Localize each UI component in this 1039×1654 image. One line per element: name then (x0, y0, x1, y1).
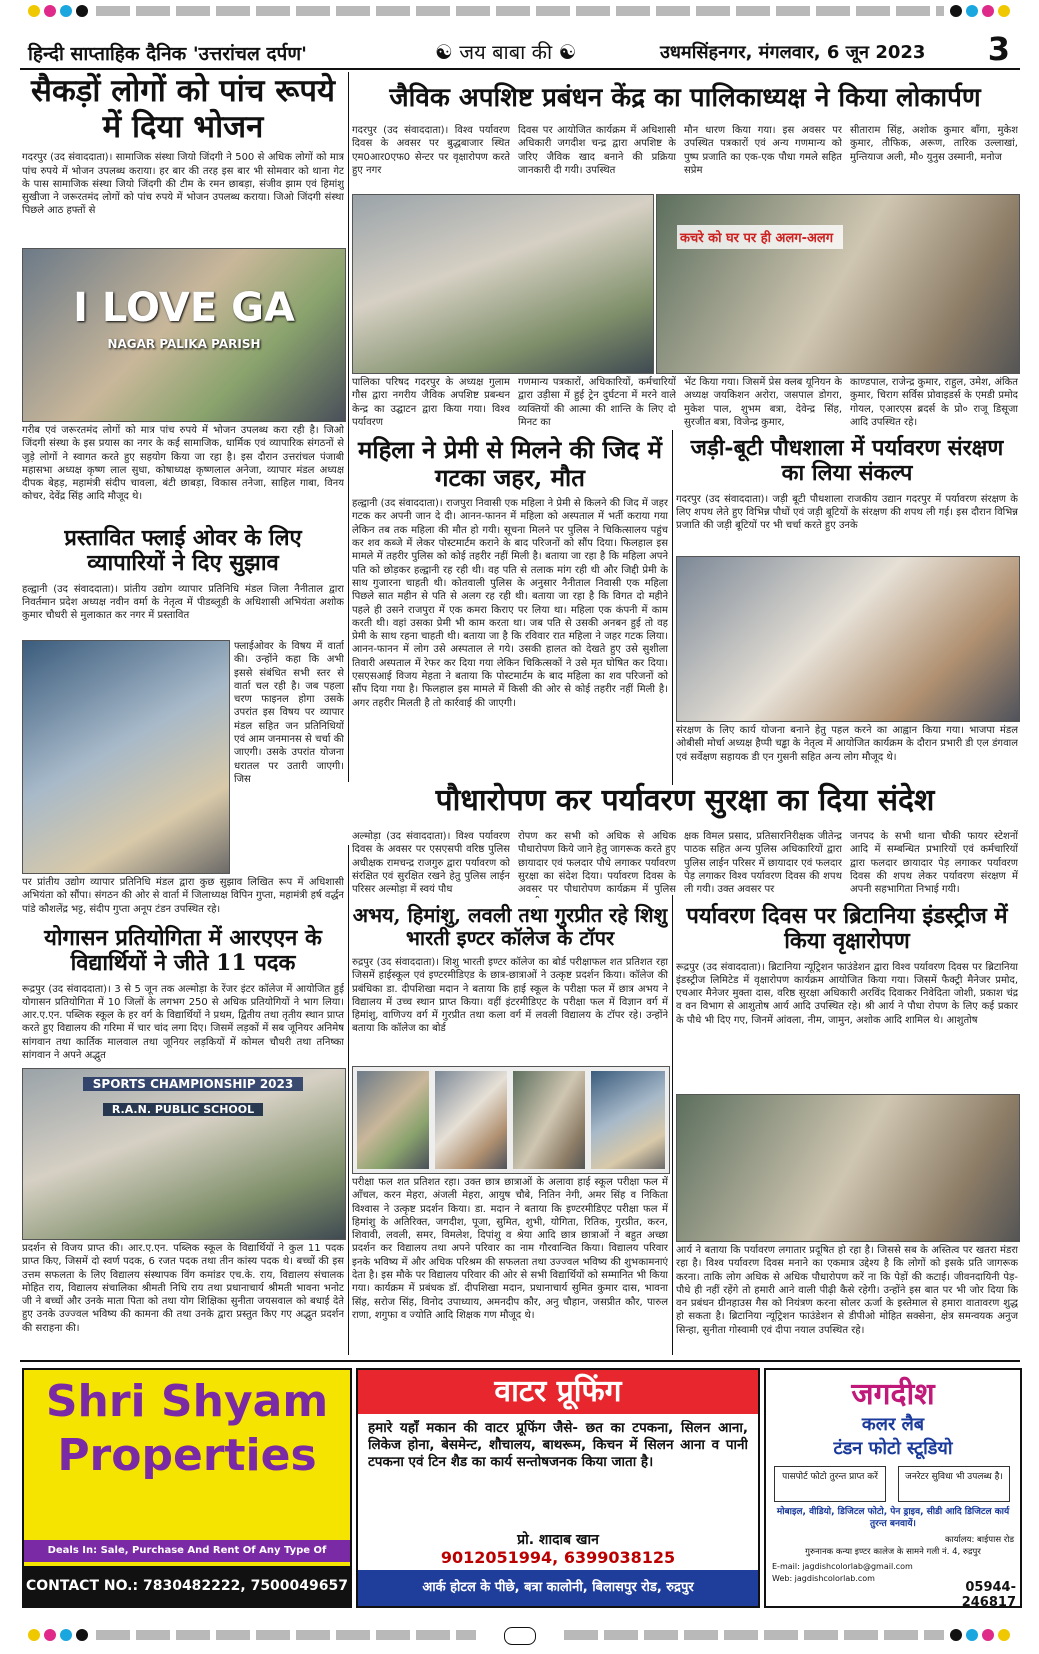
article-waste (352, 84, 1018, 114)
ad-title: वाटर प्रूफिंग (358, 1370, 758, 1414)
student-photo (591, 1071, 665, 1169)
ad-email: E-mail: jagdishcolorlab@gmail.com (772, 1562, 913, 1571)
headline: पौधारोपण कर पर्यावरण सुरक्षा का दिया संदेश (435, 783, 935, 818)
article-herb (676, 436, 1018, 533)
photo-banner-subtext: NAGAR PALIKA PARISH (107, 337, 261, 351)
headline: सैकड़ों लोगों को पांच रूपये में दिया भोजन (31, 73, 335, 145)
headline: जड़ी-बूटी पौधशाला में पर्यावरण संरक्षण का लिया संकल्प (690, 435, 1004, 487)
headline: योगासन प्रतियोगिता में आरएएन के विद्यार्थियों ने जीते 11 पदक (44, 925, 322, 977)
article-body: मौन धारण किया गया। इस अवसर पर उपस्थित पत्रकारों एवं अन्य गणमान्य को पुष्प प्रजाति का एक-एक पौधा गमले सहित सप्रेम (684, 125, 842, 176)
student-photo (435, 1071, 507, 1169)
article-body: रूद्रपुर (उद संवाददाता)। ब्रिटानिया न्यूट्रिशन फाउंडेशन द्वारा विश्व पर्यावरण दिवस पर ब्रिटानिया इंडस्ट्रीज लिमिटेड में वृक्षारोपण कार्यक्रम आयोजित किया गया। जिसमें फैक्ट्री मैनेजर प्रमोद, एचआर मैनेजर मुक्ता दास, वरिष्ठ सुरक्षा अधिकारी अरविंद दिवाकर निवेदिता जोशी, प्रकाश चंद्र व वन विभाग से आशुतोष आर्य आदि उपस्थित रहे। श्री आर्य ने पौधा रोपण के लिए कई प्रकार के पौधे भी दिए गए, जिनमें आंवला, नीम, जामुन, अशोक आदि शामिल थे। आशुतोष (676, 961, 1018, 1026)
photo-banner-text: I LOVE GA (73, 285, 295, 331)
headline: महिला ने प्रेमी से मिलने की जिद में गटका जहर, मौत (358, 435, 662, 492)
photo-sign-text: कचरे को घर पर ही अलग-अलग (677, 225, 843, 249)
ad-contact: CONTACT NO.: 7830482222, 7500049657 (24, 1566, 350, 1606)
headline: अभय, हिमांशु, लवली तथा गुरप्रीत रहे शिशु भारती इण्टर कॉलेज के टॉपर (352, 903, 668, 950)
top-gray-strip (96, 6, 944, 16)
article-body: भेंट किया गया। जिसमें प्रेस क्लब यूनियन के अध्यक्ष जयकिशन अरोरा, जसपाल डोगरा, मुकेश पाल, शुभम बत्रा, देवेन्द्र सिंह, सुरजीत बत्रा, विजेन्द्र कुमार, (684, 377, 842, 428)
ad-web: Web: jagdishcolorlab.com (772, 1574, 875, 1583)
article-body: हल्द्वानी (उद संवाददाता)। प्रांतीय उद्योग व्यापार प्रतिनिधि मंडल जिला नैनीताल द्वारा निवर्तमान प्रदेश अध्यक्ष नवीन वर्मा के नेतृत्व में पीडब्लूडी के अधिशासी अभियंता अशोक कुमार चौधरी से मुलाकात कर नगर में प्रस्तावित (22, 583, 344, 622)
ad-deals: Deals In: Sale, Purchase And Rent Of Any Type Of (24, 1540, 350, 1562)
article-photo (656, 194, 1020, 374)
bottom-gray-strip (96, 1630, 476, 1640)
article-food (22, 74, 344, 235)
ad-office: कार्यालय: बाईपास रोड (944, 1535, 1014, 1545)
ad-title: जगदीश (851, 1377, 935, 1412)
photo-banner-text: SPORTS CHAMPIONSHIP 2023 (83, 1077, 303, 1091)
article-body: क्षक विमल प्रसाद, प्रतिसारनिरीक्षक जीतेन्द्र पाठक सहित अन्य पुलिस अधिकारियों द्वारा पुलिस लाईन परिसर में छायादार एवं फलदार पेड़ लगाकर विश्व पर्यावरण दिवस की शपथ ली गयी। उक्त अवसर पर (684, 831, 842, 896)
masthead-slogan: जय बाबा की (459, 40, 553, 64)
article-body: जनपद के सभी थाना चौकी फायर स्टेशनों आदि में सम्बन्धित प्रभारियों एवं कर्मचारियों द्वारा फलदार छायादार पेड़ लगाकर पर्यावरण दिवस की शपथ लेकर पर्यावरण संरक्षण में अपनी सहभागिता निभाई गयी। (850, 831, 1018, 896)
article-yoga (22, 926, 344, 1063)
top-left-dots (28, 5, 88, 17)
headline: जैविक अपशिष्ट प्रबंधन केंद्र का पालिकाध्यक्ष ने किया लोकार्पण (389, 83, 981, 113)
photo-caption: आर्य ने बताया कि पर्यावरण लगातार प्रदूषित हो रहा है। जिससे सब के अस्तित्व पर खतरा मंडरा रहा है। विश्व पर्यावरण दिवस मनाने का एकमात्र उद्देश्य है कि लोगों को इसके प्रति जागरूक करना। ताकि लोग अधिक से अधिक पौधारोपण करें ना कि पेड़ों की कटाई। जीवनदायिनी पेड़-पौधे ही नहीं रहेंगे तो हमारी आने वाली पीढ़ी कैसे रहेगी। उन्होंने इस बात पर भी जोर दिया कि वन प्रबंधन ग्रीनहाउस गैस को नियंत्रण करना सोलर ऊर्जा के इस्तेमाल से हमारा वातावरण शुद्ध हो सकता है। ब्रिटानिया न्यूट्रिशन फाउंडेशन से डीपीओ मोहित सक्सेना, क्षेत्र समन्वयक अनुज सिन्हा, सुनीता गोस्वामी एवं दीपा नयाल उपस्थित रहे। (676, 1245, 1018, 1336)
column-rule (672, 430, 673, 785)
ad-waterproofing (356, 1368, 760, 1608)
ads-rule (20, 1360, 1020, 1362)
lamp-icon: ☯ (435, 40, 453, 64)
photo-caption: परीक्षा फल शत प्रतिशत रहा। उक्त छात्र छात्राओं के अलावा हाई स्कूल परीक्षा फल में आँचल, करन मेहरा, अंजली मेहरा, आयुष चौबे, नितिन नेगी, अमर सिंह व निकिता विश्वास ने उत्कृष्ट प्रदर्शन किया। डा. मदान ने बताया कि इण्टरमीडिएट परीक्षा फल में हिमांशु के अतिरिक्त, जगदीश, पूजा, सुमित, शुभी, योगिता, रितिक, गुरप्रीत, करन, शिवावी, लवली, समर, विमलेश, दिपांशु व श्रेया आदि छात्र छात्राओं ने बहुत अच्छा प्रदर्शन कर विद्यालय तथा अपने परिवार का नाम गौरवान्वित किया। विद्यालय परिवार इनके भविष्य में और अधिक परिश्रम की सफलता तथा उज्ज्वल भविष्य की शुभकामनाएं देता है। इस मौके पर विद्यालय परिवार की ओर से सभी विद्यार्थियों को सम्मानित भी किया गया। कार्यक्रम में प्रबंधक डॉ. दीपशिखा मदान, प्रधानाचार्य सुमित कुमार दास, भावना सिंह, सरोज सिंह, विनोद उपाध्याय, अमनदीप कौर, अनु चौहान, जसप्रीत कौर, पारुल राणा, शगुफा व ज्योति आदि शिक्षक गण मौजूद थे। (352, 1177, 668, 1321)
article-britannia (676, 904, 1018, 1069)
article-photo (676, 556, 1020, 722)
column-rule (348, 72, 349, 782)
article-photo (22, 248, 346, 422)
photo-caption: संरक्षण के लिए कार्य योजना बनाने हेतु पहल करने का आह्वान किया गया। भाजपा मंडल ओबीसी मोर्चा अध्यक्ष हैप्पी चड्ढा के नेतृत्व में आयोजित कार्यक्रम के दौरान प्रभारी डी एल डंगवाल एवं सर्वेक्षण सहायक डी एन गुसनी सहित अन्य लोग मौजूद थे। (676, 725, 1018, 763)
ad-proprietor: प्रो. शादाब खान (517, 1532, 599, 1548)
ad-body: हमारे यहाँ मकान की वाटर प्रूफिंग जैसे- छत का टपकना, सिलन आना, लिकेज होना, बेसमेन्ट, शौचालय, बाथरूम, किचन में सिलन आना व पानी टपकना एवं टिन शैड का कार्य सन्तोषजनक किया जाता है। (368, 1420, 748, 1470)
photo-caption: पर प्रांतीय उद्योग व्यापार प्रतिनिधि मंडल द्वारा कुछ सुझाव लिखित रूप में अधिशासी अभियंता को सौंपा। संगठन की ओर से वार्ता में जिलाध्यक्ष विपिन गुप्ता, महामंत्री हर्ष वर्द्धन पांडे कौशलेंद्र भट्ट, संदीप गुप्ता अनूप टंडन उपस्थित रहे। (22, 877, 344, 915)
ad-sub2: टंडन फोटो स्टूडियो (833, 1438, 953, 1459)
ad-sub1: कलर लैब (861, 1414, 925, 1435)
masthead-date: उधमसिंहनगर, मंगलवार, 6 जून 2023 (660, 42, 926, 63)
column-rule (348, 845, 349, 1355)
article-photo (676, 1094, 1020, 1242)
student-photo (357, 1071, 429, 1169)
ad-phone: 05944-246817 (961, 1580, 1016, 1608)
article-body: सीताराम सिंह, अशोक कुमार बाँगा, मुकेश कुमार, तौफिक, अरूण, तारिक उल्लाखां, मुन्तियाज अली, मौ० युनुस उस्मानी, मनोज (850, 125, 1018, 163)
photo-school-text: R.A.N. PUBLIC SCHOOL (103, 1103, 263, 1116)
lamp-icon: ☯ (558, 40, 577, 64)
student-photo (513, 1071, 585, 1169)
ad-address: आर्क होटल के पीछे, बत्रा कालोनी, बिलासपुर रोड, रुद्रपुर (358, 1570, 758, 1606)
ad-addr: गुरुनानक कन्या इण्टर कालेज के सामने गली नं. 4, रुद्रपुर (805, 1547, 981, 1557)
ad-phone: 9012051994, 6399038125 (440, 1548, 676, 1567)
ad-jagdish (764, 1368, 1022, 1608)
article-body: गदरपुर (उद संवाददाता)। जड़ी बूटी पौधशाला राजकीय उद्यान गदरपुर में पर्यावरण संरक्षण के लिए शपथ लेते हुए विभिन्न पौधों एवं जड़ी बूटियों के संरक्षण की शपथ ली गई। इस दौरान विभिन्न प्रजाति की जड़ी बूटियों पर भी चर्चा करते हुए उनके (676, 493, 1018, 532)
article-body: रूद्रपुर (उद संवाददाता)। 3 से 5 जून तक अल्मोड़ा के रेंजर इंटर कॉलेज में आयोजित हुई योगासन प्रतियोगिता में 10 जिलों के लगभग 250 से अधिक प्रतियोगियों ने भाग लिया। आर.ए.एन. पब्लिक स्कूल के हर वर्ग के विद्यार्थियों ने प्रथम, द्वितीय तथा तृतीय स्थान प्राप्त करते हुए विद्यालय की गरिमा में चार चांद लगा दिए। जिसमें लड़कों में सब जूनियर अनिमेष सांगवान तथा कार्तिक मालवाल तथा जूनियर लड़कियों में कोमल चौधरी तथा तनिष्का सांगवान ने अपने अद्भुत (22, 983, 344, 1062)
headline: प्रस्तावित फ्लाई ओवर के लिए व्यापारियों ने दिए सुझाव (64, 525, 302, 577)
top-right-dots (950, 5, 1010, 17)
masthead-center (435, 38, 577, 65)
article-body: फ्लाईओवर के विषय में वार्ता की। उन्होंने कहा कि अभी इससे संबंधित सभी स्तर से वार्ता चल रही है। जब पहला चरण फाइनल होगा उसके उपरांत इस विषय पर व्यापार मंडल सहित जन प्रतिनिधियों एवं आम जनमानस से चर्चा की जाएगी। उसके उपरांत योजना धरातल पर उतारी जाएगी। जिस (234, 641, 344, 785)
article-body: काण्डपाल, राजेन्द्र कुमार, राहुल, उमेश, अंकित कुमार, चिराग सर्विस प्रोवाइडर्स के एमडी प्रमोद गोयल, एआरएस ब्रदर्स के प्रो० राजू डिसूजा आदि उपस्थित रहे। (850, 377, 1018, 428)
photo-caption: प्रदर्शन से विजय प्राप्त की। आर.ए.एन. पब्लिक स्कूल के विद्यार्थियों ने कुल 11 पदक प्राप्त किए, जिसमें दो स्वर्ण पदक, 6 रजत पदक तथा तीन कांस्य पदक थे। बच्चों की इस उत्तम सफलता के लिए विद्यालय संस्थापक विंग कमांडर एच.के. राय, विद्यालय संचालक मोहित राय, विद्यालय संचालिका श्रीमती निधि राय तथा प्रधानाचार्य श्रीमती भावना भनोट जी ने बच्चों और उनके माता पिता को तथा योग शिक्षिका सुनीता जयसवाल को बधाई देते हुए उनके उज्ज्वल भविष्य की कामना की तथा उनके द्वारा प्रस्तुत किए गए अद्भुत प्रदर्शन की सराहना की। (22, 1243, 344, 1334)
article-body: रोपण कर सभी को अधिक से अधिक पौधारोपण किये जाने हेतु जागरूक करते हुए छायादार एवं फलदार पौधे लगाकर पर्यावरण सुरक्षा का संदेश दिया। पर्यावरण दिवस के अवसर पर पौधारोपण कार्यक्रम में पुलिस (518, 831, 676, 896)
article-plantation (352, 784, 1018, 819)
ad-title-line1: Shri Shyam (45, 1376, 329, 1427)
headline: पर्यावरण दिवस पर ब्रिटानिया इंडस्ट्रीज में किया वृक्षारोपण (686, 903, 1008, 955)
article-woman (352, 436, 668, 765)
article-photo (352, 194, 654, 374)
bottom-left-dots (28, 1629, 88, 1641)
article-body: गणमान्य पत्रकारों, अधिकारियों, कर्मचारियों द्वारा उड़ीसा में हुई ट्रेन दुर्घटना में मरने वाले व्यक्तियों की आत्मा की शान्ति के लिए दो मिनट का (518, 377, 676, 428)
article-body: हल्द्वानी (उद संवाददाता)। राजपुरा निवासी एक महिला ने प्रेमी से किलने की जिद में जहर गटक कर अपनी जान दे दी। आनन-फानन में महिला को अस्पताल में भर्ती कराया गया लेकिन तब तक महिला की मौत हो गयी। सूचना मिलने पर पुलिस ने चिकित्सालय पहुंच कर शव कब्जे में लेकर पोस्टमार्टम कराने के बाद परिजनों को सौंप दिया। फिलहाल इस मामले में तहरीर पुलिस को कोई तहरीर नहीं मिली है। बताया जा रहा है कि महिला अपने पति को छोड़कर हल्द्वानी रह रही थी। वह पति से तलाक मांग रही थी और जिद्दी प्रेमी के साथ गुजारना चाहती थी। कोतवाली पुलिस के अनुसार नैनीताल निवासी एक महिला पिछले सात महीन से पति से अलग रह रही थी। बताया जा रहा है कि विगत दो महीने पहले ही उसने राजपुरा में एक कमरा किराए पर लिया था। महिला एक कंपनी में काम करती थी। वहां उसका प्रेमी भी काम करता था। जब पति से उसकी अनबन हुई तो वह प्रेमी के साथ रहना चाहती थी। बताया जा है कि रविवार रात महिला ने जहर गटक लिया। आनन-फानन में लोग उसे अस्पताल ले गये। उसकी हालत को देखते हुए उसे सुशीला तिवारी अस्पताल में रेफर कर दिया गया लेकिन चिकित्सकों ने उसे मृत घोषित कर दिया। एसएसआई विजय मेहता ने बताया कि पोस्टमार्टम के बाद महिला का शव परिजनों को सौंप दिया गया है। फिलहाल इस मामले में किसी की ओर से कोई तहरीर नहीं मिली है। अगर तहरीर मिलती है तो कार्रवाई की जाएगी। (352, 498, 668, 709)
bottom-right-dots (950, 1629, 1010, 1641)
page-number: 3 (987, 30, 1010, 68)
ad-services: मोबाइल, वीडियो, डिजिटल फोटो, पेन ड्राइव, सीडी आदि डिजिटल कार्य तुरन्त बनवायें। (776, 1507, 1010, 1529)
column-rule (672, 895, 673, 1355)
ad-title-line2: Properties (57, 1430, 317, 1481)
article-body: अल्मोड़ा (उद संवाददाता)। विश्व पर्यावरण दिवस के अवसर पर एसएसपी वरिष्ठ पुलिस अधीक्षक रामचन्द्र राजगुरु द्वारा पर्यावरण को संरक्षित एवं सुरक्षित रखने हेतु पुलिस लाईन परिसर अल्मोड़ा में स्वयं पौध (352, 831, 510, 896)
student-photos (352, 1066, 670, 1174)
article-body: दिवस पर आयोजित कार्यक्रम में अधिशासी अधिकारी जगदीश चन्द्र द्वारा अपशिष्ट के जरिए जैविक खाद बनाने की प्रक्रिया जानकारी दी गयी। उपस्थित (518, 125, 676, 176)
bottom-gray-strip (564, 1630, 944, 1640)
ad-shri-shyam (22, 1368, 352, 1608)
article-photo (22, 640, 230, 874)
photo-caption: गरीब एवं जरूरतमंद लोगों को मात्र पांच रुपये में भोजन उपलब्ध करा रही है। जिओ जिंदगी संस्था के इस प्रयास का नगर के कई सामाजिक, धार्मिक एवं व्यापारिक संगठनों से जुड़े लोगों ने स्वागत करते हुए सहयोग किया जा रहा है। इस दौरान उत्तरांचल पंजाबी महासभा अध्यक्ष कृष्ण लाल सुधा, कोषाध्यक्ष कृष्णलाल अनेजा, व्यापार मंडल अध्यक्ष दीपक बेहड़, महामंत्री संदीप चावला, बंटी छाबड़ा, विकास तनेजा, साहिल गाबा, विनय कोचर, देवेंद्र सिंह आदि मौजूद थे। (22, 425, 344, 503)
article-body: रुद्रपुर (उद संवाददाता)। शिशु भारती इण्टर कॉलेज का बोर्ड परीक्षाफल शत प्रतिशत रहा जिसमें हाईस्कूल एवं इण्टरमीडिएड के छात्र-छात्राओं ने उत्कृष्ट प्रदर्शन किया। कॉलेज की प्रबंधिका डा. दीपशिखा मदान ने बताया कि हाई स्कूल के परीक्षा फल में छात्र अभय ने विद्यालय में उच्च स्थान प्राप्त किया। वहीं इंटरमीडिएट के परीक्षा फल में विज्ञान वर्ग में हिमांशु, वाणिज्य वर्ग में गुरप्रीत तथा कला वर्ग में लवली विद्यालय के टॉपर रहे। उन्होंने बताया कि कॉलेज का बोर्ड (352, 957, 668, 1035)
article-body: पालिका परिषद गदरपुर के अध्यक्ष गुलाम गौस द्वारा नगरीय जैविक अपशिष्ट प्रबन्धन केन्द्र का उद्घाटन द्वारा किया गया। विश्व पर्यावरण (352, 377, 510, 428)
masthead (20, 22, 1020, 70)
top-decor-bar (0, 0, 1039, 22)
article-toppers (352, 904, 668, 1050)
masthead-paper-name: हिन्दी साप्ताहिक दैनिक 'उत्तरांचल दर्पण' (28, 43, 307, 65)
bottom-decor-bar (0, 1624, 1039, 1646)
article-photo (22, 1068, 346, 1240)
article-body: गदरपुर (उद संवाददाता)। सामाजिक संस्था जियो जिंदगी ने 500 से अधिक लोगों को मात्र पांच रुपये में भोजन उपलब्ध कराया। हर बार की तरह इस बार भी सोमवार को थाना गेट के पास सामाजिक संस्था जियो जिंदगी की टीम के रमन छाबड़ा, संजीव झाम एवं हिमांशु सुखीजा ने जरूरतमंद लोगों को पांच रुपये में भोजन उपलब्ध कराया। जिओ जिंदगी संस्था पिछले आठ हफ्तों से (22, 152, 344, 217)
ad-box-generator: जनरेटर सुविधा भी उपलब्ध है। (898, 1466, 1010, 1502)
registration-mark-icon (504, 1627, 536, 1645)
ad-box-passport: पासपोर्ट फोटो तुरन्त प्राप्त करें (774, 1466, 886, 1502)
article-body: गदरपुर (उद संवाददाता)। विश्व पर्यावरण दिवस के अवसर पर बुद्धबाजार स्थित एम0आर0एफ0 सेन्टर पर वृक्षारोपण करते हुए नगर (352, 125, 510, 176)
article-flyover (22, 526, 344, 637)
